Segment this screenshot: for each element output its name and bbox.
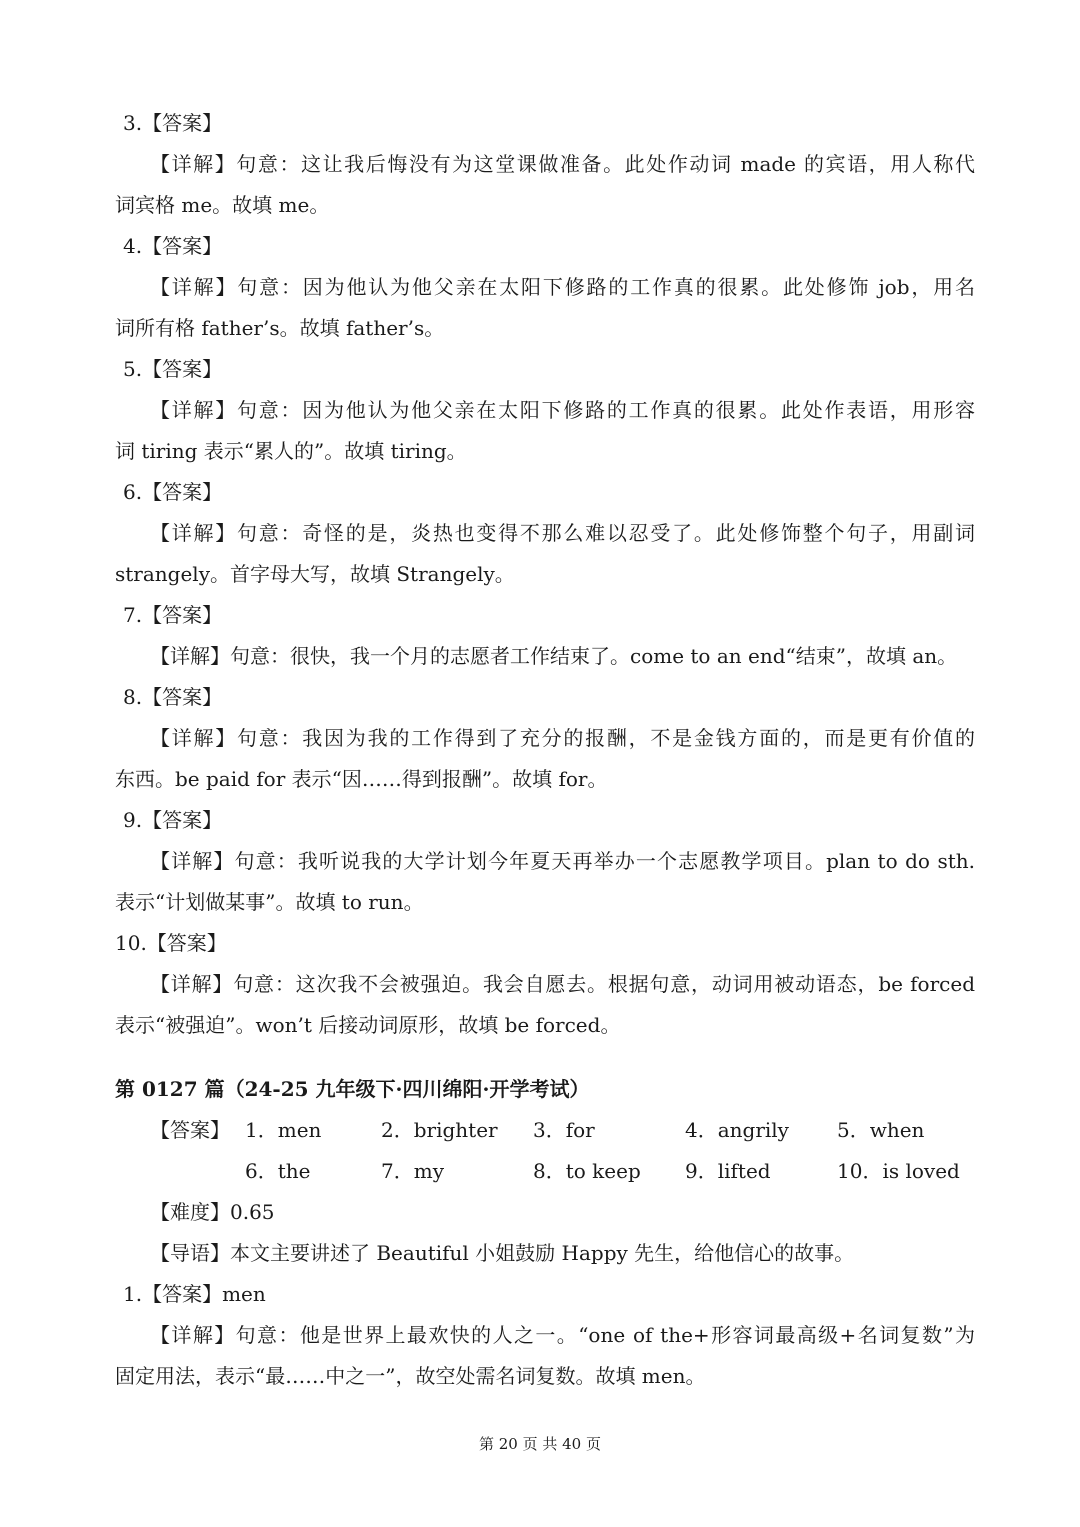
item-3-explanation-line-1: 【详解】句意：这让我后悔没有为这堂课做准备。此处作动词 made 的宾语，用人称代: [150, 152, 975, 176]
answer-key-row-1: [115, 1110, 975, 1151]
item-10-explanation-line-1: 【详解】句意：这次我不会被强迫。我会自愿去。根据句意，动词用被动语态，be forced: [150, 972, 975, 996]
answer-key-item: 9．lifted: [685, 1159, 771, 1183]
page-footer: 第 20 页 共 40 页: [478, 1435, 601, 1453]
item-6-label: 6.【答案】: [123, 480, 223, 504]
answer-key-row-2: [115, 1151, 975, 1192]
section-gap: [115, 1046, 975, 1069]
answer-key-item: 8．to keep: [533, 1159, 641, 1183]
item-5-explanation-line-2: 词 tiring 表示“累人的”。故填 tiring。: [115, 439, 467, 463]
answer-key-item: 6．the: [245, 1159, 311, 1183]
answer-key-item: 10．is loved: [837, 1159, 960, 1183]
item-10-explanation-line-2: 表示“被强迫”。won’t 后接动词原形，故填 be forced。: [115, 1013, 621, 1037]
item-9-label: 9.【答案】: [123, 808, 223, 832]
answer-key-item: 3．for: [533, 1118, 595, 1142]
item-4-explanation-line-1: 【详解】句意：因为他认为他父亲在太阳下修路的工作真的很累。此处修饰 job，用名: [150, 275, 975, 299]
item-3-explanation-line-2: 词宾格 me。故填 me。: [115, 193, 330, 217]
item-10-label: 10.【答案】: [115, 931, 227, 955]
item-3-label: 3.【答案】: [123, 111, 223, 135]
item-4-explanation-line-2: 词所有格 father’s。故填 father’s。: [115, 316, 445, 340]
item-7-label: 7.【答案】: [123, 603, 223, 627]
item-8-explanation-line-2: 东西。be paid for 表示“因……得到报酬”。故填 for。: [115, 767, 608, 791]
item-6-explanation-line-1: 【详解】句意：奇怪的是，炎热也变得不那么难以忍受了。此处修饰整个句子，用副词: [150, 521, 975, 545]
item-4-label: 4.【答案】: [123, 234, 223, 258]
item-9-explanation-line-1: 【详解】句意：我听说我的大学计划今年夏天再举办一个志愿教学项目。plan to do sth.: [150, 849, 975, 873]
item-7-explanation-line-1: 【详解】句意：很快，我一个月的志愿者工作结束了。come to an end“结束”，故填 an。: [150, 644, 958, 668]
section-item-1-label: 1.【答案】men: [123, 1282, 266, 1306]
answer-key-item: 4．angrily: [685, 1118, 789, 1142]
item-8-label: 8.【答案】: [123, 685, 223, 709]
item-8-explanation-line-1: 【详解】句意：我因为我的工作得到了充分的报酬，不是金钱方面的，而是更有价值的: [150, 726, 975, 750]
item-5-label: 5.【答案】: [123, 357, 223, 381]
answer-key-item: 5．when: [837, 1118, 925, 1142]
item-6-explanation-line-2: strangely。首字母大写，故填 Strangely。: [115, 562, 515, 586]
section-title: 第 0127 篇（24-25 九年级下·四川绵阳·开学考试）: [115, 1077, 590, 1101]
answer-key-item: 7．my: [381, 1159, 444, 1183]
item-9-explanation-line-2: 表示“计划做某事”。故填 to run。: [115, 890, 424, 914]
item-5-explanation-line-1: 【详解】句意：因为他认为他父亲在太阳下修路的工作真的很累。此处作表语，用形容: [150, 398, 975, 422]
section-item-1-explanation-line-1: 【详解】句意：他是世界上最欢快的人之一。“one of the+形容词最高级+名词复数”为: [150, 1323, 975, 1347]
document-page: [115, 103, 975, 1397]
guide-text: 【导语】本文主要讲述了 Beautiful 小姐鼓励 Happy 先生，给他信心的故事。: [150, 1241, 855, 1265]
section-item-1-explanation-line-2: 固定用法，表示“最……中之一”，故空处需名词复数。故填 men。: [115, 1364, 706, 1388]
difficulty: 【难度】0.65: [150, 1200, 275, 1224]
answer-key-item: 1．men: [245, 1118, 322, 1142]
answer-key-item: 2．brighter: [381, 1118, 498, 1142]
answer-key-label: 【答案】: [150, 1118, 230, 1142]
